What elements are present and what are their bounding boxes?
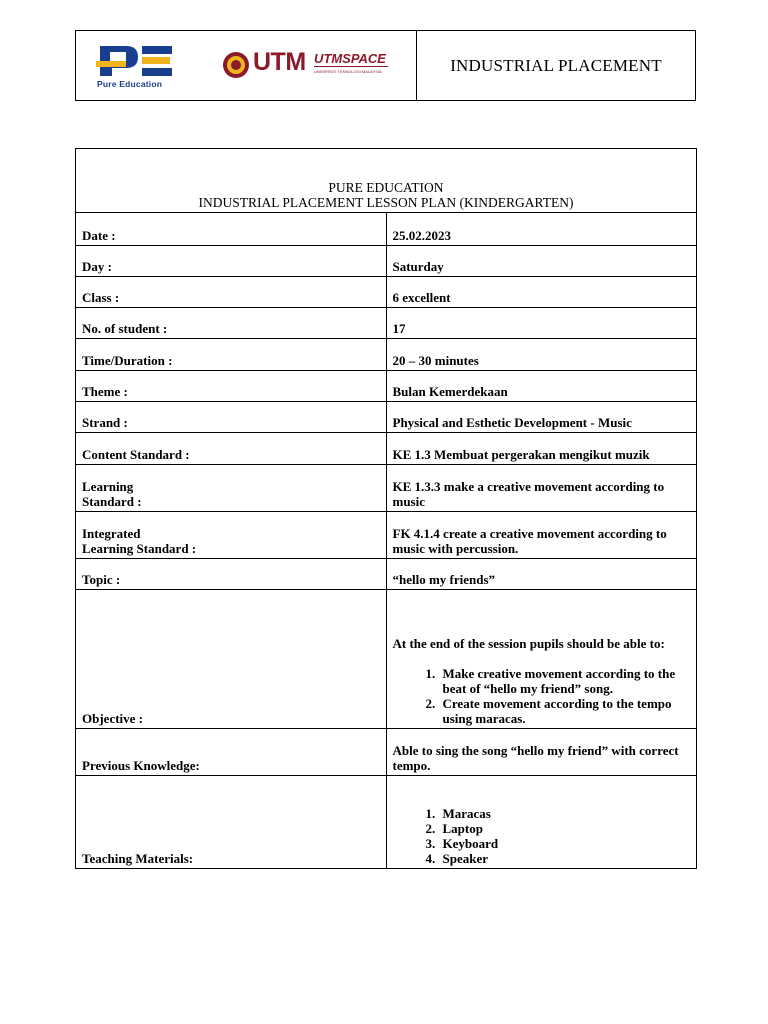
table-row (76, 308, 697, 339)
objective-content (386, 590, 697, 729)
table-row (76, 339, 697, 371)
objective-label: Objective : (76, 590, 387, 729)
utm-subtext: UNIVERSITI TEKNOLOGI MALAYSIA (314, 69, 382, 74)
row-label-line-1: Integrated (82, 526, 141, 541)
header-title: INDUSTRIAL PLACEMENT (450, 55, 662, 75)
objective-row (76, 590, 697, 729)
list-item: 2. Create movement according to the tempo using maracas. (439, 696, 691, 726)
table-row (76, 402, 697, 433)
row-label-line-2: Standard : (82, 494, 142, 509)
row-label (76, 465, 387, 512)
row-label: Class : (76, 277, 387, 308)
row-label (76, 512, 387, 559)
title-line-1: PURE EDUCATION (328, 180, 444, 195)
table-row (76, 246, 697, 277)
utm-seal-icon (222, 51, 250, 79)
row-label-line-2: Learning Standard : (82, 541, 197, 556)
row-label: Strand : (76, 402, 387, 433)
table-row (76, 465, 697, 512)
row-value: 20 – 30 minutes (386, 339, 697, 371)
table-row (76, 277, 697, 308)
row-value: Saturday (386, 246, 697, 277)
table-row (76, 433, 697, 465)
table-row (76, 213, 697, 246)
row-label: Topic : (76, 559, 387, 590)
table-row (76, 512, 697, 559)
row-label: Day : (76, 246, 387, 277)
list-item: 2. Laptop (439, 821, 691, 836)
pure-education-logo-text: Pure Education (97, 79, 163, 89)
title-line-2: INDUSTRIAL PLACEMENT LESSON PLAN (KINDERGARTEN) (198, 195, 574, 210)
previous-knowledge-value: Able to sing the song “hello my friend” with correct tempo. (386, 729, 697, 776)
row-value: Bulan Kemerdekaan (386, 371, 697, 402)
row-value: 17 (386, 308, 697, 339)
row-value: KE 1.3.3 make a creative movement according to music (386, 465, 697, 512)
row-label: Theme : (76, 371, 387, 402)
logos-cell (76, 31, 417, 100)
row-value: FK 4.1.4 create a creative movement according to music with percussion. (386, 512, 697, 559)
row-value: 25.02.2023 (386, 213, 697, 246)
teaching-materials-content (386, 776, 697, 869)
row-value: 6 excellent (386, 277, 697, 308)
table-row (76, 371, 697, 402)
row-value: KE 1.3 Membuat pergerakan mengikut muzik (386, 433, 697, 465)
objective-list (393, 666, 691, 726)
table-row (76, 559, 697, 590)
row-label-line-1: Learning (82, 479, 134, 494)
row-label: Date : (76, 213, 387, 246)
document-header (75, 30, 696, 101)
list-item: 3. Keyboard (439, 836, 691, 851)
previous-knowledge-row (76, 729, 697, 776)
teaching-materials-row (76, 776, 697, 869)
utm-logo-text: UTM (253, 48, 306, 76)
lesson-plan-title (76, 149, 697, 213)
row-label: Content Standard : (76, 433, 387, 465)
list-item: 1. Make creative movement according to the beat of “hello my friend” song. (439, 666, 691, 696)
teaching-materials-label: Teaching Materials: (76, 776, 387, 869)
teaching-materials-list (393, 806, 691, 866)
list-item: 1. Maracas (439, 806, 691, 821)
row-label: Time/Duration : (76, 339, 387, 371)
row-value: Physical and Esthetic Development - Music (386, 402, 697, 433)
lesson-plan-table (75, 148, 697, 869)
objective-intro: At the end of the session pupils should be able to: (392, 636, 665, 651)
list-item: 4. Speaker (439, 851, 691, 866)
previous-knowledge-label: Previous Knowledge: (76, 729, 387, 776)
row-label: No. of student : (76, 308, 387, 339)
utmspace-logo-text: UTMSPACE (314, 51, 386, 66)
row-value: “hello my friends” (386, 559, 697, 590)
utmspace-underline (314, 66, 388, 67)
